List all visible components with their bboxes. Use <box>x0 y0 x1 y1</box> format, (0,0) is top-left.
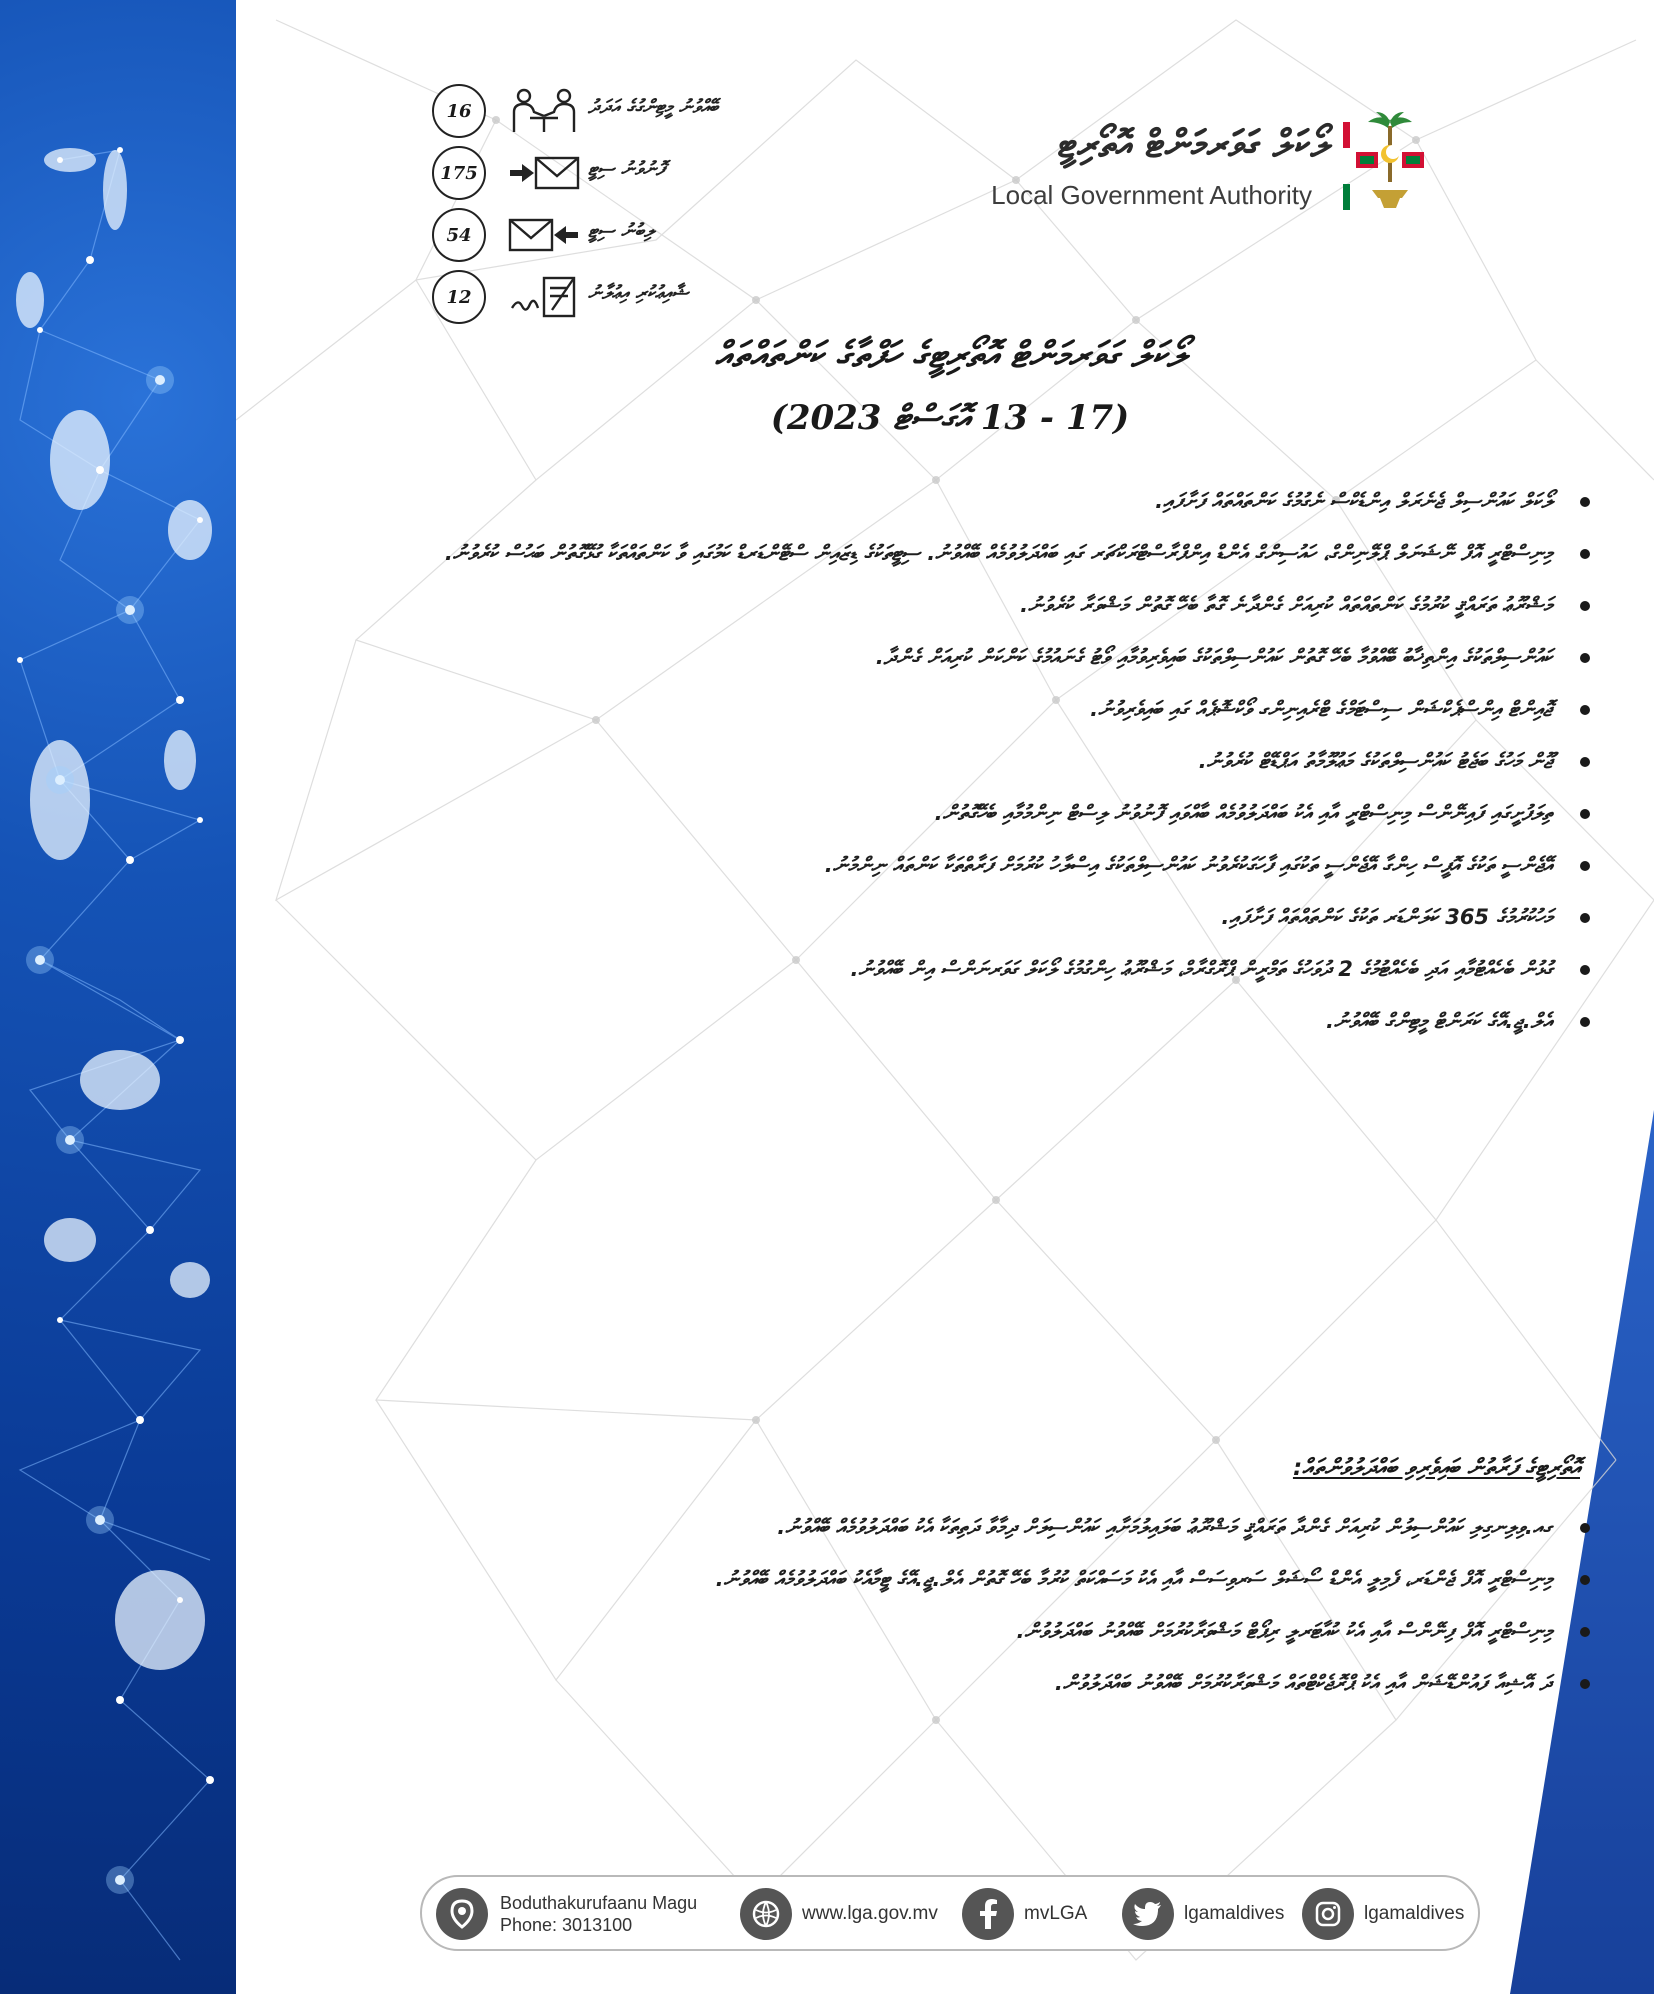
list-item: ގއ.ވިލިނގިލި ކައުންސިލުން ކުރިއަށް ގެންދާ ތަރައްޤީ މަޝްރޫޢު ބަލައިލުމަށާއި ކައުންސިލަށް ދިމާވާ ދަތިތަކާ އެކު ބައްދަލުވުމެއް ބޭއްވުނު. <box>280 1504 1590 1550</box>
document-sign-icon <box>508 274 580 320</box>
list-item: ޖޫން މަހުގެ ބަޖެޓު ކައުންސިލްތަކުގެ މަޢުލޫމާތު އަޕްޑޭޓް ކުރެވުނު. <box>280 738 1590 784</box>
incoming-mail-icon <box>508 212 580 258</box>
footer-facebook[interactable] <box>962 1887 1087 1941</box>
facebook-handle[interactable]: mvLGA <box>1024 1903 1088 1924</box>
list-item: މަޝްރޫޢު ތަރައްޤީ ކުރުމުގެ ކަންތައްތައް ކުރިއަށް ގެންދާނެ ގޮތާ ބެހޭ ގޮތުން މަޝްވަރާ ކުރެވުނު. <box>280 582 1590 628</box>
address-line: Boduthakurufaanu Magu <box>500 1893 698 1913</box>
weekly-stats <box>432 82 732 330</box>
decorative-map-band <box>0 0 236 1994</box>
stat-sent-letters <box>432 144 732 206</box>
page-subtitle-date-range: (17 - 13 އޮގަސްޓް 2023) <box>770 398 1130 438</box>
stat-label: ޝާއިޢުކުރި އިޢުލާނު <box>588 282 689 304</box>
list-item: މަހުކުރުމުގެ 365 ކަލަންޑަރ ތަކުގެ ކަންތައްތައް ފަށާފައި. <box>280 894 1590 940</box>
lga-logo <box>960 112 1430 222</box>
island-network-graphic <box>0 0 236 1994</box>
location-pin-icon <box>436 1888 488 1940</box>
footer-twitter[interactable] <box>1122 1887 1284 1941</box>
list-item: ގުޅުން ބެހެއްޓުމާއި އަދި ބެހެއްޓުމުގެ 2 ދުވަހުގެ ތަމްރީން ޕްރޮގްރާމް، މަޝްރޫޢު ހިންގުމުގެ ލޯކަލް ގަވަރނަންސް އިން ބޭއްވުނު. <box>280 946 1590 992</box>
stat-received-letters <box>432 206 732 268</box>
footer-address <box>436 1887 697 1941</box>
footer-instagram[interactable] <box>1302 1887 1464 1941</box>
national-emblem-icon <box>1350 112 1430 212</box>
stat-value: 175 <box>432 146 486 200</box>
section-heading-meetings: އޮތޯރިޓީގެ ފަރާތުން ބައިވެރިވި ބައްދަލުވުންތައް: <box>1292 1455 1580 1481</box>
list-item: މިނިސްޓްރީ އޮފް ނޭޝަނަލް ޕްލޭނިންގް، ހައުސިންގް އެންޑް އިންފްރާސްޓްރަކްޗަރ ގައި ބައްދަލުވުމެއް ބޭއްވުނު. ސިޓީތަކުގެ ޑިޒައިން ސްޓޭންޑަރޑް ކަމުގައި ވާ ކަންތައްތަކާ ގުޅޭގޮތުން ބަޙުސް ކުރެވުނު. <box>280 530 1590 576</box>
list-item: ކައުންސިލްތަކުގެ އިންތިޚާބު ބޭއްވުމާ ބެހޭ ގޮތުން ކައުންސިލްތަކުގެ ބައިވެރިވުމާއި ވޯޓު ގެނައުމުގެ ކަންކަން ކުރިއަށް ގެންދާ. <box>280 634 1590 680</box>
footer-website[interactable] <box>740 1887 938 1941</box>
stat-meetings <box>432 82 732 144</box>
meeting-icon <box>508 88 580 134</box>
flag-stripe-red <box>1343 122 1350 148</box>
list-item: ތިލަފުށީގައި ފައިނޭންސް މިނިސްޓްރީ އާއި އެކު ބައްދަލުވުމެއް ބާއްވައި ފޮނުވުނު ލިސްޓް ނިންމުމާއި ބެހޭގޮތުން. <box>280 790 1590 836</box>
globe-icon <box>740 1888 792 1940</box>
weekly-activities-list <box>280 478 1590 1050</box>
stat-value: 16 <box>432 84 486 138</box>
list-item: އޭޖެންސީ ތަކުގެ އޮފީސް ހިންގާ އޭޖެންސީ ތަކުގައި ފާހަގަކުރެވުނު ކައުންސިލްތަކުގެ އިސްލާހު ކުރުމަށް ފަރާތްތަކާ ކަންތައް ނިންމުނު. <box>280 842 1590 888</box>
contact-footer <box>420 1875 1480 1951</box>
stat-label: ބޭއްވުނު މީޓިންގުގެ އަދަދު <box>588 96 719 118</box>
flag-stripe-green <box>1343 184 1350 210</box>
list-item: އެލް.ޖީ.އޭގެ ކަރަންޓް މީޓިންގް ބޭއްވުނު. <box>280 998 1590 1044</box>
twitter-handle[interactable]: lgamaldives <box>1184 1903 1285 1924</box>
list-item: ދަ އޭޝިއާ ފައުންޑޭޝަން އާއި އެކު ޕްރޮޖެކްޓްތައް މަޝްވަރާކުރުމަށް ބޭއްވުނު ބައްދަލުވުން. <box>280 1660 1590 1706</box>
org-name-dhivehi: ލޯކަލް ގަވަރމަންޓް އޮތޯރިޓީ <box>1057 122 1330 166</box>
facebook-icon <box>962 1888 1014 1940</box>
stat-label: ލިބުނު ސިޓީ <box>588 220 655 242</box>
org-name-english: Local Government Authority <box>991 180 1312 210</box>
list-item: ޖޮއިންޓް އިންސްޕެކްޝަން ސިސްޓަމްގެ ޓްރެއިނިންގ ވޯކްޝޮޕެއް ގައި ބައިވެރިވުނު. <box>280 686 1590 732</box>
website-link[interactable]: www.lga.gov.mv <box>802 1903 938 1924</box>
instagram-handle[interactable]: lgamaldives <box>1364 1903 1465 1924</box>
list-item: ލޯކަލް ކައުންސިލް ޖެނެރަލް އިންޑެކްސް ނެގުމުގެ ކަންތައްތައް ފަށާފައި. <box>280 478 1590 524</box>
phone-line: Phone: 3013100 <box>500 1915 633 1935</box>
stat-value: 12 <box>432 270 486 324</box>
stat-value: 54 <box>432 208 486 262</box>
stat-announcements <box>432 268 732 330</box>
list-item: މިނިސްޓްރީ އޮފް ޖެންޑަރ، ފެމިލީ އެންޑް ސޯޝަލް ސަރވިސަސް އާއި އެކު މަސައްކަތް ކުރުމާ ބެހޭ ގޮތުން އެލް.ޖީ.އޭގެ ޓީމާއެކު ބައްދަލުވުމެއް ބޭއްވުނު. <box>280 1556 1590 1602</box>
page-title: ލޯކަލް ގަވަރމަންޓް އޮތޯރިޓީގެ ހަފްތާގެ ކަންތައްތައް <box>714 335 1186 376</box>
outgoing-mail-icon <box>508 150 580 196</box>
twitter-icon <box>1122 1888 1174 1940</box>
instagram-icon <box>1302 1888 1354 1940</box>
stat-label: ފޮނުވުނު ސިޓީ <box>588 158 665 180</box>
list-item: މިނިސްޓްރީ އޮފް ފިނޭންސް އާއި އެކު ކުއާޓަރލީ ރިޕޯޓް މަޝްވަރާކުރުމަށް ބޭއްވުނު ބައްދަލުވުން. <box>280 1608 1590 1654</box>
meetings-attended-list <box>280 1504 1590 1712</box>
